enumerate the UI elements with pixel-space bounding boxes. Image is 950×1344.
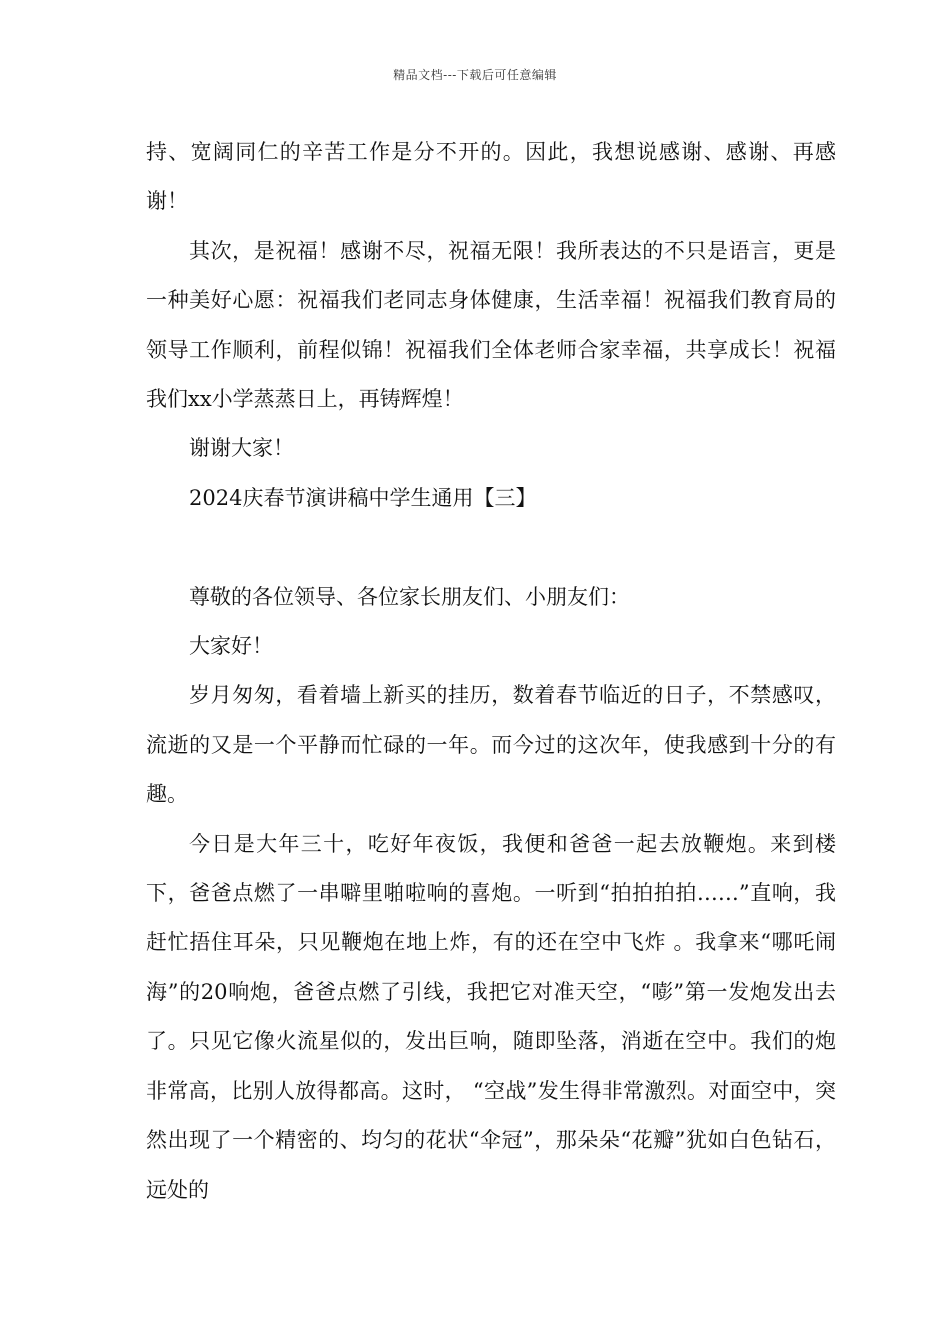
section-title: 2024庆春节演讲稿中学生通用【三】 <box>189 485 537 510</box>
page-header: 精品文档---下载后可任意编辑 <box>393 68 557 82</box>
paragraph-salutation: 尊敬的各位领导、各位家长朋友们、小朋友们： <box>189 584 630 609</box>
blank-line <box>146 523 836 572</box>
paragraph-thank-you: 谢谢大家！ <box>189 436 294 461</box>
document-body <box>146 128 836 1215</box>
paragraph-thanks-end: 持、宽阔同仁的辛苦工作是分不开的。因此，我想说感谢、感谢、再感谢！ <box>146 140 836 214</box>
paragraph-blessings: 其次，是祝福！感谢不尽，祝福无限！我所表达的不只是语言，更是一种美好心愿：祝福我们老同志身体健康，生活幸福！祝福我们教育局的领导工作顺利，前程似锦！祝福我们全体老师合家幸福，共享成长！祝福我们xx小学蒸蒸日上，再铸辉煌！ <box>146 238 836 412</box>
paragraph-time-passes: 岁月匆匆，看着墙上新买的挂历，数着春节临近的日子，不禁感叹，流逝的又是一个平静而忙碌的一年。而今过的这次年，使我感到十分的有趣。 <box>146 683 836 807</box>
paragraph-firecrackers: 今日是大年三十，吃好年夜饭，我便和爸爸一起去放鞭炮。来到楼下，爸爸点燃了一串噼里啪啦响的喜炮。一听到“拍拍拍拍……”直响，我赶忙捂住耳朵，只见鞭炮在地上炸，有的还在空中飞炸 。我拿来“哪吒闹海”的20响炮，爸爸点燃了引线，我把它对准天空，“嘭”第一发炮发出去了。只见它像火流星似的，发出巨响，随即坠落，消逝在空中。我们的炮非常高，比别人放得都高。这时， “空战”发生得非常激烈。对面空中，突然出现了一个精密的、均匀的花状“伞冠”，那朵朵“花瓣”犹如白色钻石，远处的 <box>146 831 836 1202</box>
paragraph-greeting: 大家好！ <box>189 634 273 659</box>
